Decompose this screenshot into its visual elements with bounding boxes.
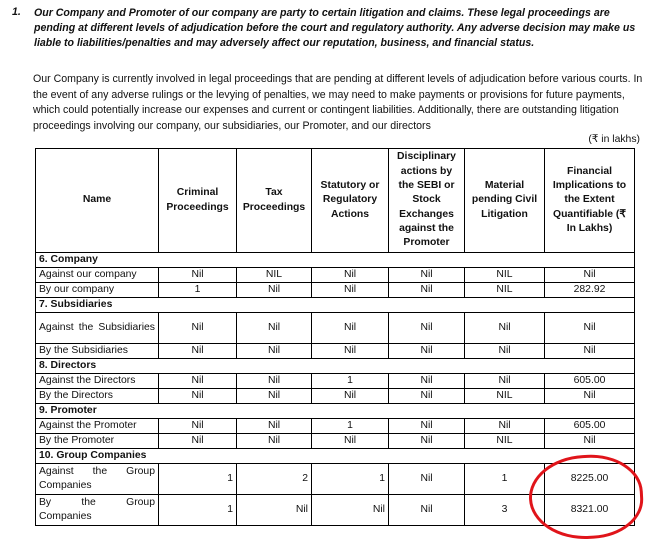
table-cell: Nil — [545, 344, 635, 359]
table-cell: Nil — [465, 374, 545, 389]
table-cell: 1 — [312, 374, 389, 389]
risk-factor-paragraph: Our Company is currently involved in legal proceedings that are pending at different levels of adjudication before various courts. In the event of any adverse rulings or the levying of penalties, we may need to make payments or provisions for future payments, which could potentially increase our expenses and current or contingent liabilities. Additionally, there are outstanding litigation proceedings involving our company, our subsidiaries, our Promoter, and our directors — [33, 73, 643, 132]
section-row — [36, 404, 635, 419]
row-label: Against the Promoter — [36, 419, 159, 434]
table-cell: Nil — [389, 268, 465, 283]
section-row — [36, 449, 635, 464]
table-cell: Nil — [237, 389, 312, 404]
table-cell: Nil — [159, 313, 237, 344]
table-cell: 3 — [465, 495, 545, 526]
risk-factor-number: 1. — [12, 6, 21, 18]
table-cell: Nil — [389, 344, 465, 359]
row-label: By the Group Companies — [36, 495, 159, 526]
table-cell: 1 — [159, 495, 237, 526]
table-cell: Nil — [465, 419, 545, 434]
table-cell: NIL — [237, 268, 312, 283]
table-cell: Nil — [237, 419, 312, 434]
table-cell: 2 — [237, 464, 312, 495]
table-cell: Nil — [389, 495, 465, 526]
table-row — [36, 374, 635, 389]
table-cell: Nil — [389, 389, 465, 404]
table-cell: Nil — [389, 374, 465, 389]
table-cell: Nil — [545, 434, 635, 449]
section-row — [36, 359, 635, 374]
risk-factor-heading — [12, 6, 652, 51]
section-title: 8. Directors — [36, 359, 635, 374]
section-title: 10. Group Companies — [36, 449, 635, 464]
table-cell: NIL — [465, 434, 545, 449]
table-cell: Nil — [159, 419, 237, 434]
table-cell: Nil — [312, 283, 389, 298]
table-cell: Nil — [465, 344, 545, 359]
table-row — [36, 389, 635, 404]
table-cell: NIL — [465, 268, 545, 283]
table-cell: Nil — [237, 283, 312, 298]
table-cell: Nil — [389, 464, 465, 495]
table-cell: Nil — [312, 313, 389, 344]
table-cell: 1 — [465, 464, 545, 495]
row-label: Against the Directors — [36, 374, 159, 389]
table-cell: Nil — [389, 283, 465, 298]
table-row — [36, 313, 635, 344]
table-header-row — [36, 149, 635, 253]
row-label: By the Directors — [36, 389, 159, 404]
table-cell: Nil — [389, 434, 465, 449]
table-cell: 1 — [312, 419, 389, 434]
header-disciplinary: Disciplinary actions by the SEBI or Stock Exchanges against the Promoter — [389, 149, 465, 253]
table-cell: 282.92 — [545, 283, 635, 298]
table-cell: 1 — [312, 464, 389, 495]
table-cell: Nil — [389, 419, 465, 434]
row-label: By the Promoter — [36, 434, 159, 449]
table-cell: Nil — [545, 389, 635, 404]
risk-factor-title: Our Company and Promoter of our company are party to certain litigation and claims. These legal proceedings are pending at different levels of adjudication before the court and regulatory authority. Any adverse decision may make us liable to liabilities/penalties and may adversely affect our reputation, business, and financial status. — [34, 7, 636, 49]
unit-note: (₹ in lakhs) — [588, 134, 640, 145]
table-cell: Nil — [312, 389, 389, 404]
table-cell: Nil — [389, 313, 465, 344]
table-cell: Nil — [312, 434, 389, 449]
table-cell: Nil — [312, 344, 389, 359]
table-cell: 605.00 — [545, 374, 635, 389]
table-cell: Nil — [159, 389, 237, 404]
table-cell: Nil — [545, 313, 635, 344]
header-financial: Financial Implications to the Extent Quantifiable (₹ In Lakhs) — [545, 149, 635, 253]
table-cell: Nil — [312, 268, 389, 283]
table-cell: NIL — [465, 389, 545, 404]
table-cell: Nil — [237, 344, 312, 359]
header-civil: Material pending Civil Litigation — [465, 149, 545, 253]
section-title: 6. Company — [36, 253, 635, 268]
table-row — [36, 268, 635, 283]
section-row — [36, 253, 635, 268]
row-label: By our company — [36, 283, 159, 298]
table-cell: 605.00 — [545, 419, 635, 434]
table-cell: Nil — [545, 268, 635, 283]
table-row — [36, 419, 635, 434]
header-criminal: Criminal Proceedings — [159, 149, 237, 253]
section-title: 7. Subsidiaries — [36, 298, 635, 313]
header-statutory: Statutory or Regulatory Actions — [312, 149, 389, 253]
header-name: Name — [36, 149, 159, 253]
row-label: Against the Group Companies — [36, 464, 159, 495]
table-cell: Nil — [237, 374, 312, 389]
table-cell: 8225.00 — [545, 464, 635, 495]
table-cell: NIL — [465, 283, 545, 298]
section-row — [36, 298, 635, 313]
table-row — [36, 344, 635, 359]
table-cell: Nil — [159, 344, 237, 359]
section-title: 9. Promoter — [36, 404, 635, 419]
table-cell: Nil — [159, 434, 237, 449]
table-cell: 8321.00 — [545, 495, 635, 526]
table-cell: Nil — [237, 434, 312, 449]
table-cell: 1 — [159, 464, 237, 495]
table-row — [36, 283, 635, 298]
header-tax: Tax Proceedings — [237, 149, 312, 253]
table-cell: 1 — [159, 283, 237, 298]
table-cell: Nil — [159, 374, 237, 389]
row-label: By the Subsidiaries — [36, 344, 159, 359]
row-label: Against our company — [36, 268, 159, 283]
table-cell: Nil — [312, 495, 389, 526]
row-label: Against the Subsidiaries — [36, 313, 159, 344]
table-cell: Nil — [237, 313, 312, 344]
table-cell: Nil — [237, 495, 312, 526]
table-cell: Nil — [159, 268, 237, 283]
table-cell: Nil — [465, 313, 545, 344]
table-row — [36, 434, 635, 449]
